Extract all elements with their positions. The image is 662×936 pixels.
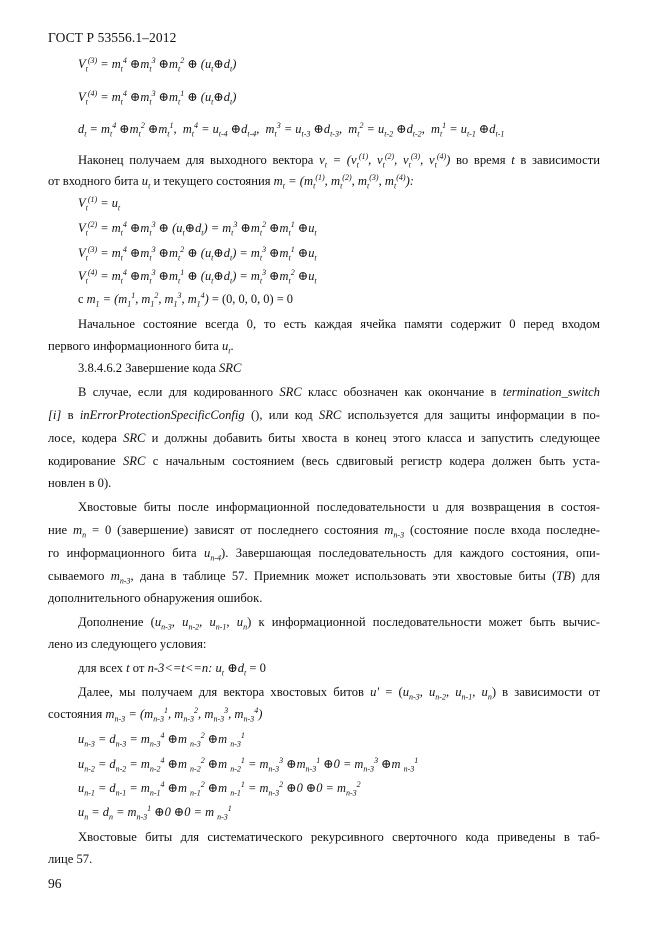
paragraph-case-line3: лосе, кодера SRC и должны добавить биты хвоста в конец этого класса и запустить следующее xyxy=(48,431,600,445)
section-heading: 3.8.4.6.2 Завершение кода SRC xyxy=(78,361,242,375)
paragraph-further-line1: Далее, мы получаем для вектора хвостовых битов $u' = (u_{n-3}$, $u_{n-2}$, $u_{n-1}$, $u_n$) в зависимости от xyxy=(78,685,601,702)
paragraph-case-line1: В случае, если для кодированного SRC класс обозначен как окончание в termination_switch xyxy=(78,385,600,399)
paragraph-tail-line4: сываемого $m_{n-3}$, дана в таблице 57. Приемник может использовать эти хвостовые биты (TB) для xyxy=(48,569,600,586)
paragraph-tail-line3: го информационного бита $u_{n-4}$). Завершающая последовательность для каждого состояния, опи- xyxy=(48,546,600,563)
equation-v3: $V_t^{(3)} = m_t^4$ $\oplus m_t^3$ $\oplus m_t^2$ ⊕ $(u_t\oplus d_t) = m_t^3$ $\oplus m_t^1$ $\oplus u_t$ xyxy=(78,244,317,263)
page-header: ГОСТ Р 53556.1–2012 xyxy=(48,30,177,45)
equation-un-3: $u_{n-3} = d_{n-3} = m_{n-3}^4$ ⊕m $_{n-3}^2$ ⊕m $_{n-3}^1$ xyxy=(78,730,245,749)
paragraph-systematic-line2: лице 57. xyxy=(48,852,93,866)
paragraph-systematic-line1: Хвостовые биты для систематического рекурсивного сверточного кода приведены в таб- xyxy=(78,830,600,844)
paragraph-case-line5: новлен в 0). xyxy=(48,476,112,490)
equation-condition: для всех t от n-3<=t<=n: $u_t$ $\oplus d_t = 0$ xyxy=(78,661,266,678)
paragraph-complement-line2: лено из следующего условия: xyxy=(48,637,207,651)
paragraph-complement-line1: Дополнение ($u_{n-3}$, $u_{n-2}$, $u_{n-1}$, $u_n$) к информационной последовательности может быть вычис- xyxy=(78,615,600,632)
paragraph-further-line2: состояния $m_{n-3} = (m_{n-3}^1$, $m_{n-3}^2$, $m_{n-3}^3$, $m_{n-3}^4$) xyxy=(48,705,263,724)
equation-v4: $V_t^{(4)} = m_t^4$ $\oplus m_t^3$ $\oplus m_t^1$ ⊕ $(u_t\oplus d_t) = m_t^3$ $\oplus m_t^2$ $\oplus u_t$ xyxy=(78,267,317,286)
equation-dt: $d_t = m_t^4$ $\oplus m_t^2$ $\oplus m_t^1$, $m_t^4 = u_{t-4}$ $\oplus d_{t-4}$, $m_t^3 = u_{t-3}$ $\oplus d_{t-3}$, $m_t^2 = u_{t-2}$ $\oplus d_{t-2}$, $m_t^1 = u_{t-1}$ $\oplus d_{t-1}$ xyxy=(78,120,505,139)
equation-un: $u_n = d_n = m_{n-3}^1$ ⊕0 ⊕0 = m $_{n-3}^1$ xyxy=(78,803,232,822)
paragraph-case-line2: [i] в inErrorProtectionSpecificConfig (), или код SRC используется для защиты информации в по- xyxy=(48,408,600,422)
equation-v1: $V_t^{(1)} = u_t$ xyxy=(78,194,121,213)
paragraph-finally-line2: от входного бита $u_t$ и текущего состояния $m_t = (m_t^{(1)}$, $m_t^{(2)}$, $m_t^{(3)}$, $m_t^{(4)}$): xyxy=(48,172,414,191)
paragraph-case-line4: кодирование SRC с начальным состоянием (весь сдвиговый регистр кодера должен быть уста- xyxy=(48,454,600,468)
equation-initial-state: с $m_1 = (m_1^1$, $m_1^2$, $m_1^3$, $m_1^4) = (0$, 0, 0, 0) = 0 xyxy=(78,290,293,309)
equation-v2: $V_t^{(2)} = m_t^4$ $\oplus m_t^3$ ⊕ $(u_t\oplus d_t) = m_t^3$ $\oplus m_t^2$ $\oplus m_t^1$ $\oplus u_t$ xyxy=(78,219,317,238)
page-number: 96 xyxy=(48,876,62,891)
paragraph-finally-line1: Наконец получаем для выходного вектора $v_t = (v_t^{(1)}$, $v_t^{(2)}$, $v_t^{(3)}$, $v_t^{(4)}$) во время t в зависимости xyxy=(78,151,601,170)
equation-v4-partial: $V_t^{(4)} = m_t^4$ $\oplus m_t^3$ $\oplus m_t^1$ ⊕ $(u_t\oplus d_t)$ xyxy=(78,88,237,107)
paragraph-tail-line5: дополнительного обнаружения ошибок. xyxy=(48,591,263,605)
paragraph-initial-line2: первого информационного бита $u_t$. xyxy=(48,339,234,356)
equation-un-2: $u_{n-2} = d_{n-2} = m_{n-2}^4$ ⊕m $_{n-2}^2$ ⊕m $_{n-2}^1 = m_{n-3}^3$ $\oplus m_{n-3}^1$ ⊕0 = $m_{n-3}^3$ ⊕m $_{n-3}^1$ xyxy=(78,755,419,774)
paragraph-tail-line1: Хвостовые биты после информационной последовательности u для возвращения в состоя- xyxy=(78,500,600,514)
paragraph-initial-line1: Начальное состояние всегда 0, то есть каждая ячейка памяти содержит 0 перед входом xyxy=(78,317,600,331)
paragraph-tail-line2: ние $m_n = 0$ (завершение) зависят от последнего состояния $m_{n-3}$ (состояние после входа последне- xyxy=(48,523,600,540)
equation-un-1: $u_{n-1} = d_{n-1} = m_{n-1}^4$ ⊕m $_{n-1}^2$ ⊕m $_{n-1}^1 = m_{n-3}^2$ ⊕0 ⊕0 = $m_{n-3}^2$ xyxy=(78,779,361,798)
equation-v3-partial: $V_t^{(3)} = m_t^4$ $\oplus m_t^3$ $\oplus m_t^2$ ⊕ $(u_t\oplus d_t)$ xyxy=(78,55,237,74)
